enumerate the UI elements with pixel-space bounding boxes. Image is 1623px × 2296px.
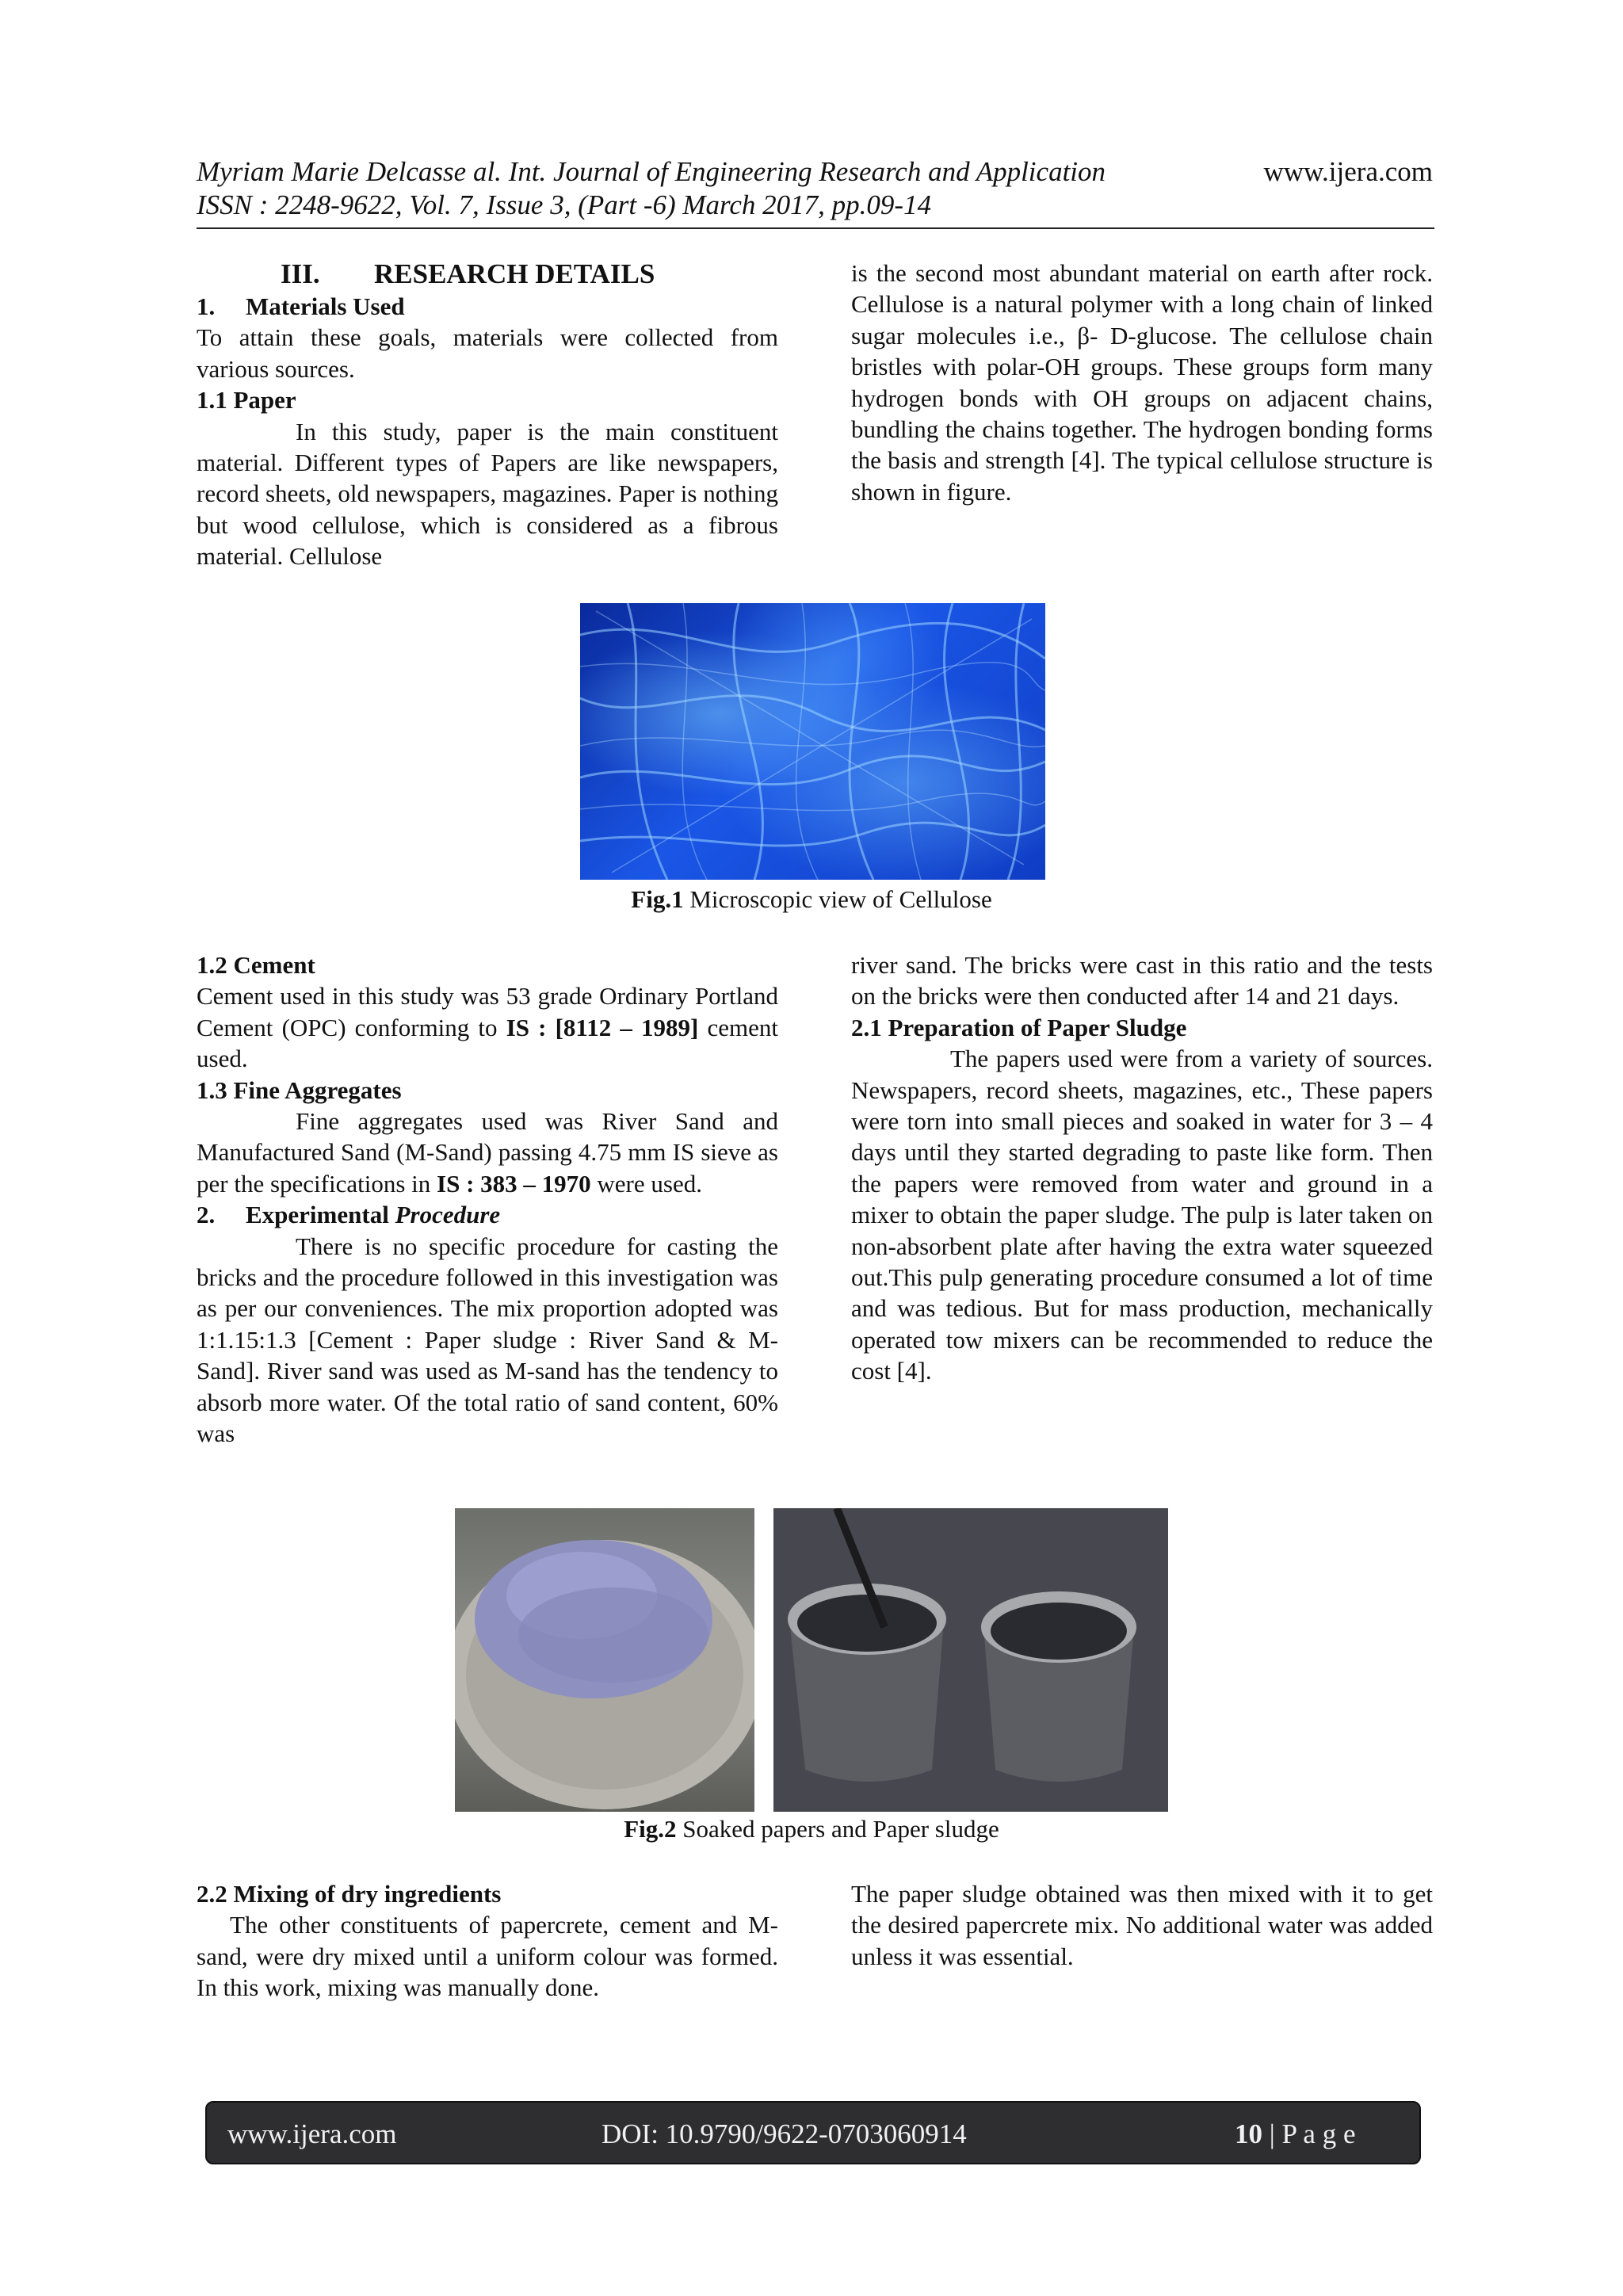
- figure2-label: Fig.2: [624, 1815, 677, 1843]
- section-heading: [197, 258, 778, 291]
- block3-right-column: [851, 1878, 1433, 1972]
- section-title: RESEARCH DETAILS: [374, 258, 655, 289]
- mixing-paragraph-right: The paper sludge obtained was then mixed with it to get the desired papercrete mix. No additional water was added unless it was essential.: [851, 1880, 1433, 1970]
- materials-heading-num: 1.: [197, 292, 216, 320]
- cement-heading: 1.2 Cement: [197, 951, 315, 979]
- page-label: | P a g e: [1262, 2118, 1356, 2149]
- cement-text-a: Cement used in this study was 53 grade Ordinary Portland Cement (OPC) conforming to: [197, 982, 778, 1041]
- sludge-paragraph: The papers used were from a variety of sources. Newspapers, record sheets, magazines, etc., These papers were torn into small pieces and soaked in water for 3 – 4 days until they started degrading to paste like form. Then the papers were removed from water and ground in a mixer to obtain the paper sludge. The pulp is later taken on non-absorbent plate after having the extra water squeezed out.This pulp generating procedure consumed a lot of time and was tedious. But for mass production, mechanically operated tow mixers can be recommended to reduce the cost [4].: [851, 1045, 1433, 1385]
- header-rule: [197, 227, 1434, 229]
- paper-paragraph-left: In this study, paper is the main constituent material. Different types of Papers are like newspapers, record sheets, old newspapers, magazines. Paper is nothing but wood cellulose, which is considered as a fibrous material. Cellulose: [197, 417, 778, 571]
- header-website: www.ijera.com: [1263, 156, 1433, 187]
- block2-right-column: [851, 949, 1433, 1387]
- procedure-heading-text: Experimental: [246, 1201, 395, 1229]
- fine-aggregates-standard: IS : 383 – 1970: [437, 1169, 591, 1198]
- figure1-label: Fig.1: [631, 885, 684, 913]
- cellulose-fiber-texture: [580, 603, 1045, 880]
- paper-heading: 1.1 Paper: [197, 386, 296, 415]
- plate-illustration: [455, 1508, 754, 1812]
- block3-left-column: [197, 1878, 778, 2004]
- fine-aggregates-text-a: Fine aggregates used was River Sand and Manufactured Sand (M-Sand) passing 4.75 mm IS sieve as per the specifications in: [197, 1107, 778, 1198]
- fine-aggregates-text-b: were used.: [590, 1169, 702, 1198]
- soaked-papers-buckets-image: [773, 1508, 1168, 1812]
- paper-paragraph-right: is the second most abundant material on earth after rock. Cellulose is a natural polymer with a long chain of linked sugar molecules i.e., β- D-glucose. The cellulose chain bristles with polar-OH groups. These groups form many hydrogen bonds with OH groups on adjacent chains, bundling the chains together. The hydrogen bonding forms the basis and strength [4]. The typical cellulose structure is shown in figure.: [851, 259, 1433, 506]
- buckets-illustration: [773, 1508, 1168, 1812]
- journal-title: Myriam Marie Delcasse al. Int. Journal of Engineering Research and Application: [197, 156, 1106, 187]
- cellulose-microscope-image: [580, 603, 1045, 880]
- issn-line: ISSN : 2248-9622, Vol. 7, Issue 3, (Part -6) March 2017, pp.09-14: [197, 189, 932, 220]
- procedure-paragraph-right: river sand. The bricks were cast in this ratio and the tests on the bricks were then conducted after 14 and 21 days.: [851, 951, 1433, 1010]
- footer-page-number: [1235, 2103, 1356, 2166]
- section-number: III.: [281, 258, 320, 289]
- paper-sludge-plate-image: [455, 1508, 754, 1812]
- materials-heading-text: Materials Used: [246, 292, 405, 320]
- block1-left-column: [197, 258, 778, 572]
- procedure-heading: [197, 1199, 778, 1230]
- fine-aggregates-heading: 1.3 Fine Aggregates: [197, 1075, 402, 1104]
- cement-paragraph: [197, 980, 778, 1074]
- cement-standard: IS : [8112 – 1989]: [506, 1013, 699, 1041]
- materials-heading: [197, 291, 778, 322]
- procedure-paragraph-left: There is no specific procedure for casting the bricks and the procedure followed in this investigation was as per our conveniences. The mix proportion adopted was 1:1.15:1.3 [Cement : Paper sludge : River Sand & M-Sand]. River sand was used as M-sand has the tendency to absorb more water. Of the total ratio of sand content, 60% was: [197, 1232, 778, 1448]
- block1-right-column: [851, 258, 1433, 507]
- page-footer: [205, 2101, 1421, 2164]
- procedure-heading-num: 2.: [197, 1201, 216, 1229]
- block2-left-column: [197, 949, 778, 1450]
- procedure-heading-italic: Procedure: [395, 1201, 501, 1229]
- figure1-caption: [0, 884, 1623, 915]
- footer-doi: DOI: 10.9790/9622-0703060914: [601, 2118, 967, 2149]
- figure1-caption-text: Microscopic view of Cellulose: [683, 885, 992, 913]
- sludge-heading: 2.1 Preparation of Paper Sludge: [851, 1013, 1187, 1041]
- footer-website: www.ijera.com: [227, 2118, 397, 2149]
- mixing-heading: 2.2 Mixing of dry ingredients: [197, 1880, 502, 1908]
- page-number: 10: [1235, 2118, 1262, 2149]
- fine-aggregates-paragraph: [197, 1106, 778, 1199]
- cement-text-b: cement used.: [197, 1013, 778, 1073]
- mixing-paragraph-left: The other constituents of papercrete, cement and M-sand, were dry mixed until a uniform colour was formed. In this work, mixing was manually done.: [197, 1911, 778, 2002]
- figure2-caption: [0, 1814, 1623, 1844]
- materials-intro: To attain these goals, materials were collected from various sources.: [197, 323, 778, 383]
- figure2-caption-text: Soaked papers and Paper sludge: [676, 1815, 999, 1843]
